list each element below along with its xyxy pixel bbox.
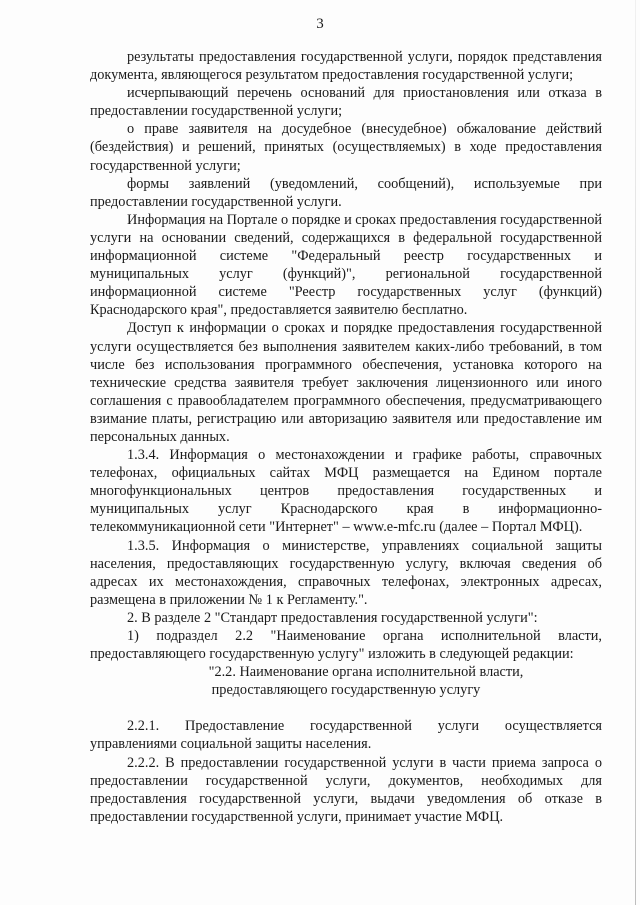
paragraph: Информация на Портале о порядке и сроках предоставления государственной услуги на основании сведений, содержащихся в федеральной государственной информационной системе "Федеральный реестр государственных и муниципальных услуг (функций)", региональной государственной информационной системе "Реестр государственных услуг (функций) Краснодарского края", предоставляется заявителю бесплатно.	[90, 211, 602, 319]
paragraph-2-2-2: 2.2.2. В предоставлении государственной услуги в части приема запроса о предоставлении государственной услуги, документов, необходимых для предоставления государственной услуги, выдачи уведомления об отказе в предоставлении государственной услуги, принимает участие МФЦ.	[90, 754, 602, 825]
blank-line	[90, 699, 602, 717]
paragraph-2-2-1: 2.2.1. Предоставление государственной услуги осуществляется управлениями социальной защиты населения.	[90, 718, 602, 753]
document-body	[90, 48, 602, 826]
section-heading-line-2: предоставляющего государственную услугу	[211, 682, 481, 699]
scan-edge-artifact	[635, 0, 636, 905]
paragraph-1-3-4: 1.3.4. Информация о местонахождении и графике работы, справочных телефонах, официальных сайтах МФЦ размещается на Едином портале многофункциональных центров предоставления государственных и муниципальных услуг Краснодарского края в информационно-телекоммуникационной сети "Интернет" – www.e-mfc.ru (далее – Портал МФЦ).	[90, 447, 602, 536]
paragraph: результаты предоставления государственной услуги, порядок представления документа, являющегося результатом предоставления государственной услуги;	[90, 49, 602, 84]
paragraph: о праве заявителя на досудебное (внесудебное) обжалование действий (бездействия) и решений, принятых (осуществляемых) в ходе предоставления государственной услуги;	[90, 121, 602, 174]
paragraph: формы заявлений (уведомлений, сообщений), используемые при предоставлении государственной услуги.	[90, 175, 602, 210]
paragraph-1-3-5: 1.3.5. Информация о министерстве, управлениях социальной защиты населения, предоставляющих государственную услугу, включая сведения об адресах их местонахождения, справочных телефонах, электронных адресах, размещена в приложении № 1 к Регламенту.".	[90, 537, 602, 608]
paragraph-section-2: 2. В разделе 2 "Стандарт предоставления государственной услуги":	[127, 609, 538, 626]
page-number: 3	[316, 16, 324, 32]
section-heading-line-1: "2.2. Наименование органа исполнительной власти,	[208, 664, 524, 681]
paragraph: исчерпывающий перечень оснований для приостановления или отказа в предоставлении государственной услуги;	[90, 85, 602, 120]
paragraph: Доступ к информации о сроках и порядке предоставления государственной услуги осуществляется без выполнения заявителем каких-либо требований, в том числе без использования программного обеспечения, установка которого на технические средства заявителя требует заключения лицензионного или иного соглашения с правообладателем программного обеспечения, предусматривающего взимание платы, регистрацию или авторизацию заявителя или предоставление им персональных данных.	[90, 320, 602, 445]
paragraph-subsection-2-2: 1) подраздел 2.2 "Наименование органа исполнительной власти, предоставляющего государственную услугу" изложить в следующей редакции:	[90, 628, 602, 663]
